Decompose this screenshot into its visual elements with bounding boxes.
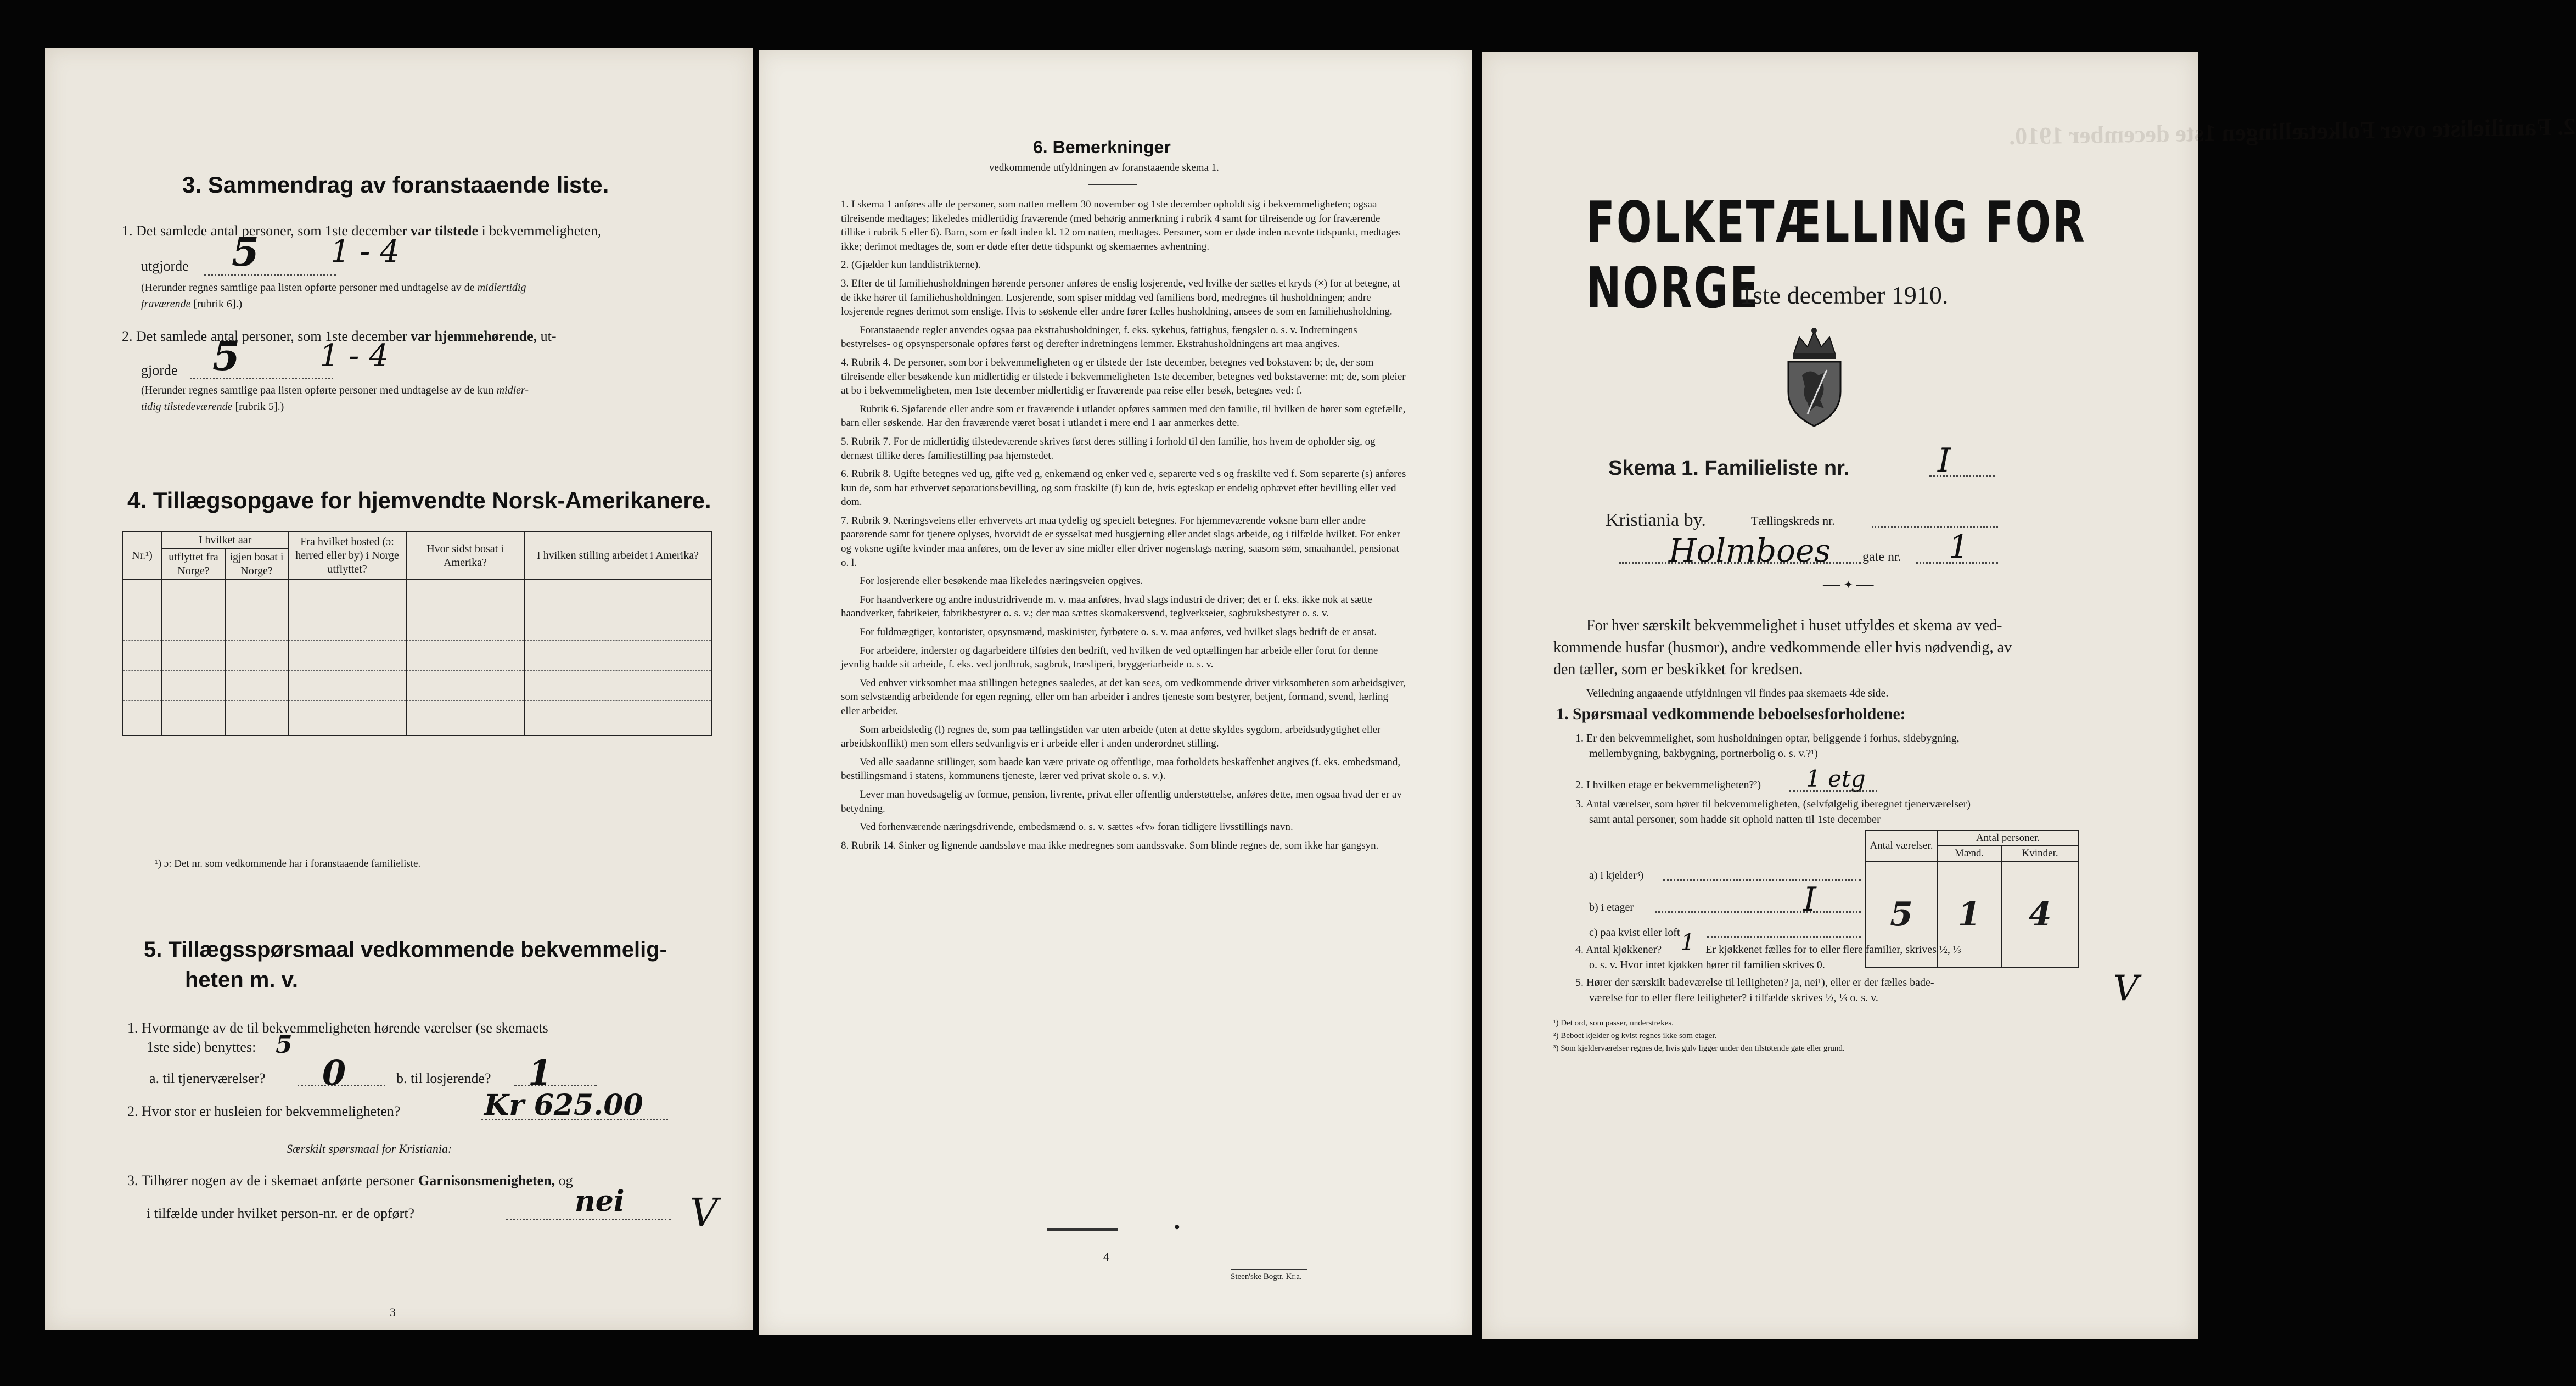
section-5-title-2: heten m. v. [185, 968, 298, 992]
footnote-1: ¹) Det ord, som passer, understrekes. [1553, 1019, 1674, 1028]
kreds-label: Tællingskreds nr. [1751, 514, 1835, 528]
remark-paragraph: Foranstaaende regler anvendes ogsaa paa ekstrahusholdninger, f. eks. sykehus, fattighus, fængsler o. s. v. Indretningens bestyrelses- og opsynspersonale opføres først og derefter indretningens lemmer. Ekstrahusholdningens art maa angives. [841, 324, 1357, 350]
s3-q1-hw-range: 1 - 4 [330, 234, 400, 270]
intro-line-4: Veiledning angaaende utfyldningen vil findes paa skemaets 4de side. [1586, 687, 1889, 699]
q2-hw: 1 etg [1806, 765, 1866, 792]
skema-fill-line [1929, 475, 1995, 477]
s5-q1b-label: b. til losjerende? [396, 1070, 491, 1086]
kreds-fill-line [1872, 526, 1998, 528]
col-nr: Nr.¹) [122, 532, 162, 580]
section-3-title: 3. Sammendrag av foranstaaende liste. [182, 172, 609, 198]
s5-q3-line2: i tilfælde under hvilket person-nr. er de opført? [147, 1205, 415, 1221]
q1-line2: mellembygning, bakbygning, portnerbolig o. s. v.?¹) [1589, 748, 1818, 760]
s3-q2-gjorde: gjorde [141, 362, 178, 378]
gate-hw: 1 [1949, 528, 1969, 565]
remark-paragraph: 1. I skema 1 anføres alle de personer, som natten mellem 30 november og 1ste december opholdt sig i bekvemmeligheten; ogsaa tilreisende medtages; likeledes midlertidig fraværende (med behørig anmerkning i rubrik 4 samt for tilreisende og for fraværende tillike i rubrik 5 eller 6). Barn, som er født inden kl. 12 om natten, medtages. Personer, som er døde inden nævnte tidspunkt, medtages ikke; derimot medtages de, som er døde efter dette tidspunkt og skemaernes avhentning. [841, 199, 1400, 252]
col-women: Kvinder. [2001, 846, 2079, 861]
col-position: I hvilken stilling arbeidet i Amerika? [524, 532, 711, 580]
returnee-table [122, 531, 712, 736]
table-row [122, 641, 711, 671]
ornament: ⸺ ✦ ⸺ [1822, 579, 1875, 591]
remark-paragraph: Ved forhenværende næringsdrivende, embedsmænd o. s. v. sættes «fv» foran tidligere livsstillings navn. [860, 821, 1293, 833]
col-rooms: Antal værelser. [1866, 831, 1937, 861]
s3-q1-fill-line [204, 274, 336, 276]
s5-q3-fill-line [506, 1219, 671, 1220]
remark-paragraph: Lever man hovedsagelig av formue, pension, livrente, privat eller offentlig understøttelse, anføres dette, men ogsaa hvad der er av betydning. [841, 788, 1402, 815]
q4-line1: 4. Antal kjøkkener? Er kjøkkenet fælles for to eller flere familier, skrives ½, ⅓ [1575, 944, 1961, 956]
divider [1088, 184, 1137, 185]
lod-row-a-fill [1663, 879, 1861, 881]
lod-row-b-fill [1655, 911, 1861, 913]
section-5-title-1: 5. Tillægsspørsmaal vedkommende bekvemmelig- [144, 938, 667, 962]
s3-q2-hw-total: 5 [212, 333, 240, 379]
s5-q1-line1: 1. Hvormange av de til bekvemmeligheten hørende værelser (se skemaets [127, 1020, 548, 1036]
questions-title: 1. Spørsmaal vedkommende beboelsesforholdene: [1556, 705, 1906, 723]
women-etager: 4 [2001, 895, 2079, 934]
remark-paragraph: 5. Rubrik 7. For de midlertidig tilstedeværende skrives først deres stilling i forhold til den familie, hos hvem de opholder sig, og dernæst tillike deres familiestilling paa hjemstedet. [841, 435, 1376, 462]
divider [1047, 1228, 1118, 1231]
table-row [1866, 895, 2079, 934]
col-where: Hvor sidst bosat i Amerika? [406, 532, 524, 580]
norway-coat-of-arms-icon [1777, 326, 1851, 428]
s5-q1b-fill-line [514, 1085, 597, 1086]
census-date: 1ste december 1910. [1740, 281, 1949, 309]
col-from: Fra hvilket bosted (ɔ: herred eller by) i Norge utflyttet? [288, 532, 406, 580]
remark-paragraph: For losjerende eller besøkende maa likeledes næringsveien opgives. [860, 575, 1143, 587]
col-returned: igjen bosat i Norge? [225, 549, 288, 580]
page-number: 4 [1103, 1250, 1109, 1264]
s5-q1a-fill-line [298, 1085, 385, 1086]
remark-paragraph: Ved enhver virksomhet maa stillingen betegnes saaledes, at det kan sees, om vedkommende driver virksomheten som arbeidsgiver, som selvstændig arbeidende for egen regning, eller om han arbeider i andres tjeneste som bestyrer, betjent, formand, svend, lærling eller arbeider. [841, 677, 1406, 717]
remark-paragraph: 8. Rubrik 14. Sinker og lignende aandssløve maa ikke medregnes som aandssvake. Som blinde regnes de, som ikke har gangsyn. [841, 839, 1379, 851]
remark-paragraph: 3. Efter de til familiehusholdningen hørende personer anføres de enslig losjerende, ved hvilke der sættes et kryds (×) for at betegne, at de ikke hører til familiehusholdningen. Losjerende, som spiser middag ved familiens bord, medregnes til husholdningen; andre losjerende regnes derimot som enslige. Hvis to søskende eller andre fører fælles husholdning, ansees de som en familiehusholdning. [841, 277, 1400, 318]
section-4-title: 4. Tillægsopgave for hjemvendte Norsk-Amerikanere. [127, 487, 711, 513]
gate-label: gate nr. [1862, 550, 1901, 564]
remark-paragraph: 7. Rubrik 9. Næringsveiens eller erhvervets art maa tydelig og specielt betegnes. For hjemmeværende voksne barn eller andre paarørende samt for tjenere oplyses, hvorvidt de er sysselsat med husgjerning eller andet slags arbeide, og i tilfælde hvilket. For enker og voksne ugifte kvinder maa anføres, om de lever av sine midler eller driver nogenslags næring, saasom søm, smaahandel, pensionat o. l. [841, 514, 1400, 569]
s5-q2-hw: Kr 625.00 [484, 1088, 643, 1122]
s5-q2-fill-line [481, 1119, 668, 1120]
s3-q1-hw-total: 5 [232, 228, 260, 275]
s5-q1b-hw: 1 [528, 1053, 552, 1093]
men-etager: 1 [1937, 895, 2001, 934]
s5-q1-hw: 5 [276, 1031, 293, 1059]
table-row [122, 580, 711, 610]
intro-line-2: kommende husfar (husmor), andre vedkommende eller hvis nødvendig, av [1553, 639, 2012, 656]
remarks-list [841, 198, 1406, 857]
q2-label: 2. I hvilken etage er bekvemmeligheten?²) [1575, 779, 1761, 791]
s5-q1a-label: a. til tjenerværelser? [149, 1070, 266, 1086]
page-number: 3 [390, 1305, 396, 1319]
s3-q2-note1: (Herunder regnes samtlige paa listen opførte personer med undtagelse av de kun midler- [141, 384, 529, 396]
s3-q1-line1: 1. Det samlede antal personer, som 1ste december var tilstede i bekvemmeligheten, [122, 223, 602, 239]
intro-line-3: den tæller, som er beskikket for kredsen. [1553, 661, 1803, 678]
col-year-group: I hvilket aar [162, 532, 288, 549]
remark-paragraph: 4. Rubrik 4. De personer, som bor i bekvemmeligheten og er tilstede der 1ste december, betegnes ved bokstaven: b; de, der som tilreisende eller besøkende kun midlertidig er tilstede i bekvemmeligheten 1ste december, betegnes ved bokstaverne: mt; de, som pleier at bo i bekvemmeligheten, men 1ste december midlertidig er fraværende paa reise eller besøk, betegnes ved: f. [841, 356, 1406, 397]
footnote-3: ³) Som kjelderværelser regnes de, hvis gulv ligger under den tilstøtende gate eller grund. [1553, 1044, 1845, 1053]
lod-row-a: a) i kjelder³) [1589, 869, 1644, 882]
table-row [1866, 861, 2079, 895]
q3-line1: 3. Antal værelser, som hører til bekvemmeligheten, (selvfølgelig iberegnet tjenerværelser) [1575, 798, 1971, 810]
skema-label: Skema 1. Familieliste nr. [1608, 457, 1850, 480]
street-hw: Holmboes [1669, 532, 1831, 569]
city-label: Kristiania by. [1606, 510, 1706, 530]
divider [1231, 1269, 1307, 1270]
remarks-subtitle: vedkommende utfyldningen av foranstaaende skema 1. [989, 162, 1219, 173]
s4-footnote: ¹) ɔ: Det nr. som vedkommende har i foranstaaende familieliste. [155, 858, 421, 869]
q3-line2: samt antal personer, som hadde sit ophold natten til 1ste december [1589, 813, 1881, 826]
q5-line2: værelse for to eller flere leiligheter? i tilfælde skrives ½, ⅓ o. s. v. [1589, 992, 1878, 1004]
remark-paragraph: 2. (Gjælder kun landdistrikterne). [841, 259, 981, 271]
divider-dot: • [1174, 1218, 1180, 1236]
remark-paragraph: 6. Rubrik 8. Ugifte betegnes ved ug, gifte ved g, enkemænd og enker ved e, separerte ved s og fraskilte ved f. Som separerte (s) anføres kun de, som har erhvervet separationsbevilling, og som fraskilte (f) kun de, hvis egteskap er endelig ophævet efter bevilling eller ved dom. [841, 468, 1406, 508]
q4-hw: 1 [1681, 930, 1695, 955]
q2-fill-line [1789, 790, 1877, 792]
s3-q1-note2: fraværende [rubrik 6].) [141, 298, 243, 310]
lod-row-c-fill [1707, 936, 1861, 938]
census-title: FOLKETÆLLING FOR NORGE [1586, 189, 2086, 321]
table-row [122, 610, 711, 641]
s3-q2-hw-range: 1 - 4 [319, 338, 389, 374]
remark-paragraph: Ved alle saadanne stillinger, som baade kan være private og offentlige, maa forholdets beskaffenhet angives (f. eks. embedsmand, bestillingsmand i statens, kommunens tjeneste, lærer ved privat skole o. s. v.). [841, 756, 1401, 782]
gate-fill-line [1916, 562, 1998, 564]
col-men: Mænd. [1937, 846, 2001, 861]
table-row [122, 701, 711, 736]
col-persons: Antal personer. [1937, 831, 2079, 846]
s3-q2-fill-line [190, 378, 333, 379]
check-mark: V [2113, 968, 2139, 1009]
q1-line1: 1. Er den bekvemmelighet, som husholdningen optar, beliggende i forhus, sidebygning, [1575, 732, 1960, 744]
s5-kristiania-label: Særskilt spørsmaal for Kristiania: [287, 1142, 452, 1155]
printer-imprint: Steen'ske Bogtr. Kr.a. [1231, 1272, 1302, 1281]
s3-q2-line1: 2. Det samlede antal personer, som 1ste december var hjemmehørende, ut- [122, 328, 557, 344]
page-4-remarks [759, 50, 1472, 1335]
bleed-through-text: 2. Familieliste over Folketællingen 1ste december 1910. [2008, 113, 2576, 150]
s3-q2-note2: tidig tilstedeværende [rubrik 5].) [141, 401, 284, 413]
q5-line1: 5. Hører der særskilt badeværelse til leiligheten? ja, nei¹), eller er der fælles bade- [1575, 977, 1934, 989]
check-mark: V [690, 1190, 718, 1235]
lod-row-c: c) paa kvist eller loft [1589, 927, 1680, 939]
remark-paragraph: Som arbeidsledig (l) regnes de, som paa tællingstiden var uten arbeide (uten at dette skyldes sygdom, arbeidsudygtighet eller arbeidskonflikt) men som ellers sedvanligvis er i arbeide eller i anden underordnet stilling. [841, 723, 1381, 750]
remarks-title: 6. Bemerkninger [1033, 137, 1171, 157]
col-emigrated: utflyttet fra Norge? [162, 549, 225, 580]
table-row [122, 671, 711, 701]
s5-q3-line1: 3. Tilhører nogen av de i skemaet anførte personer Garnisonsmenigheten, og [127, 1172, 573, 1188]
remark-paragraph: For haandverkere og andre industridrivende m. v. maa anføres, hvad slags industri de driver; det er f. eks. ikke nok at sætte haandverker, fabrikeier, fabrikbestyrer o. s. v.; der maa sættes skomakersvend, teglverkseier, sagbruksbestyrer o. s. v. [841, 593, 1372, 620]
lod-row-b-hw: I [1803, 880, 1816, 919]
intro-line-1: For hver særskilt bekvemmelighet i huset utfyldes et skema av ved- [1586, 617, 2002, 634]
page-1-cover [1482, 52, 2576, 1339]
lod-row-b: b) i etager [1589, 901, 1634, 913]
page-3-summary [45, 48, 753, 1330]
s5-q3-hw: nei [575, 1185, 625, 1218]
skema-hw: I [1938, 441, 1951, 480]
footnote-2: ²) Beboet kjelder og kvist regnes ikke som etager. [1553, 1031, 1717, 1040]
rooms-etager: 5 [1866, 895, 1937, 934]
q4-line2: o. s. v. Hvor intet kjøkken hører til familien skrives 0. [1589, 959, 1825, 971]
s5-q2-label: 2. Hvor stor er husleien for bekvemmeligheten? [127, 1103, 401, 1119]
s3-q1-note1: (Herunder regnes samtlige paa listen opførte personer med undtagelse av de midlertidig [141, 282, 526, 294]
s3-q1-utgjorde: utgjorde [141, 258, 189, 274]
remark-paragraph: Rubrik 6. Sjøfarende eller andre som er fraværende i utlandet opføres sammen med den familie, til hvilken de hører som egtefælle, barn eller søskende. Har den fraværende været bosat i utlandet i mere end 1 aar anmerkes dette. [841, 403, 1406, 429]
s5-q1-line2: 1ste side) benyttes: [147, 1039, 256, 1055]
remark-paragraph: For arbeidere, inderster og dagarbeidere tilføies den bedrift, ved hvilken de ved optællingen har arbeide eller forut for denne jevnlig hadde sit arbeide, f. eks. ved jordbruk, sagbruk, træsliperi, bryggeriarbeide o. s. v. [841, 644, 1378, 671]
remark-paragraph: For fuldmægtiger, kontorister, opsynsmænd, maskinister, fyrbøtere o. s. v. maa anføres, ved hvilket slags bedrift de er ansat. [860, 626, 1377, 638]
s5-q1a-hw: 0 [322, 1053, 346, 1093]
